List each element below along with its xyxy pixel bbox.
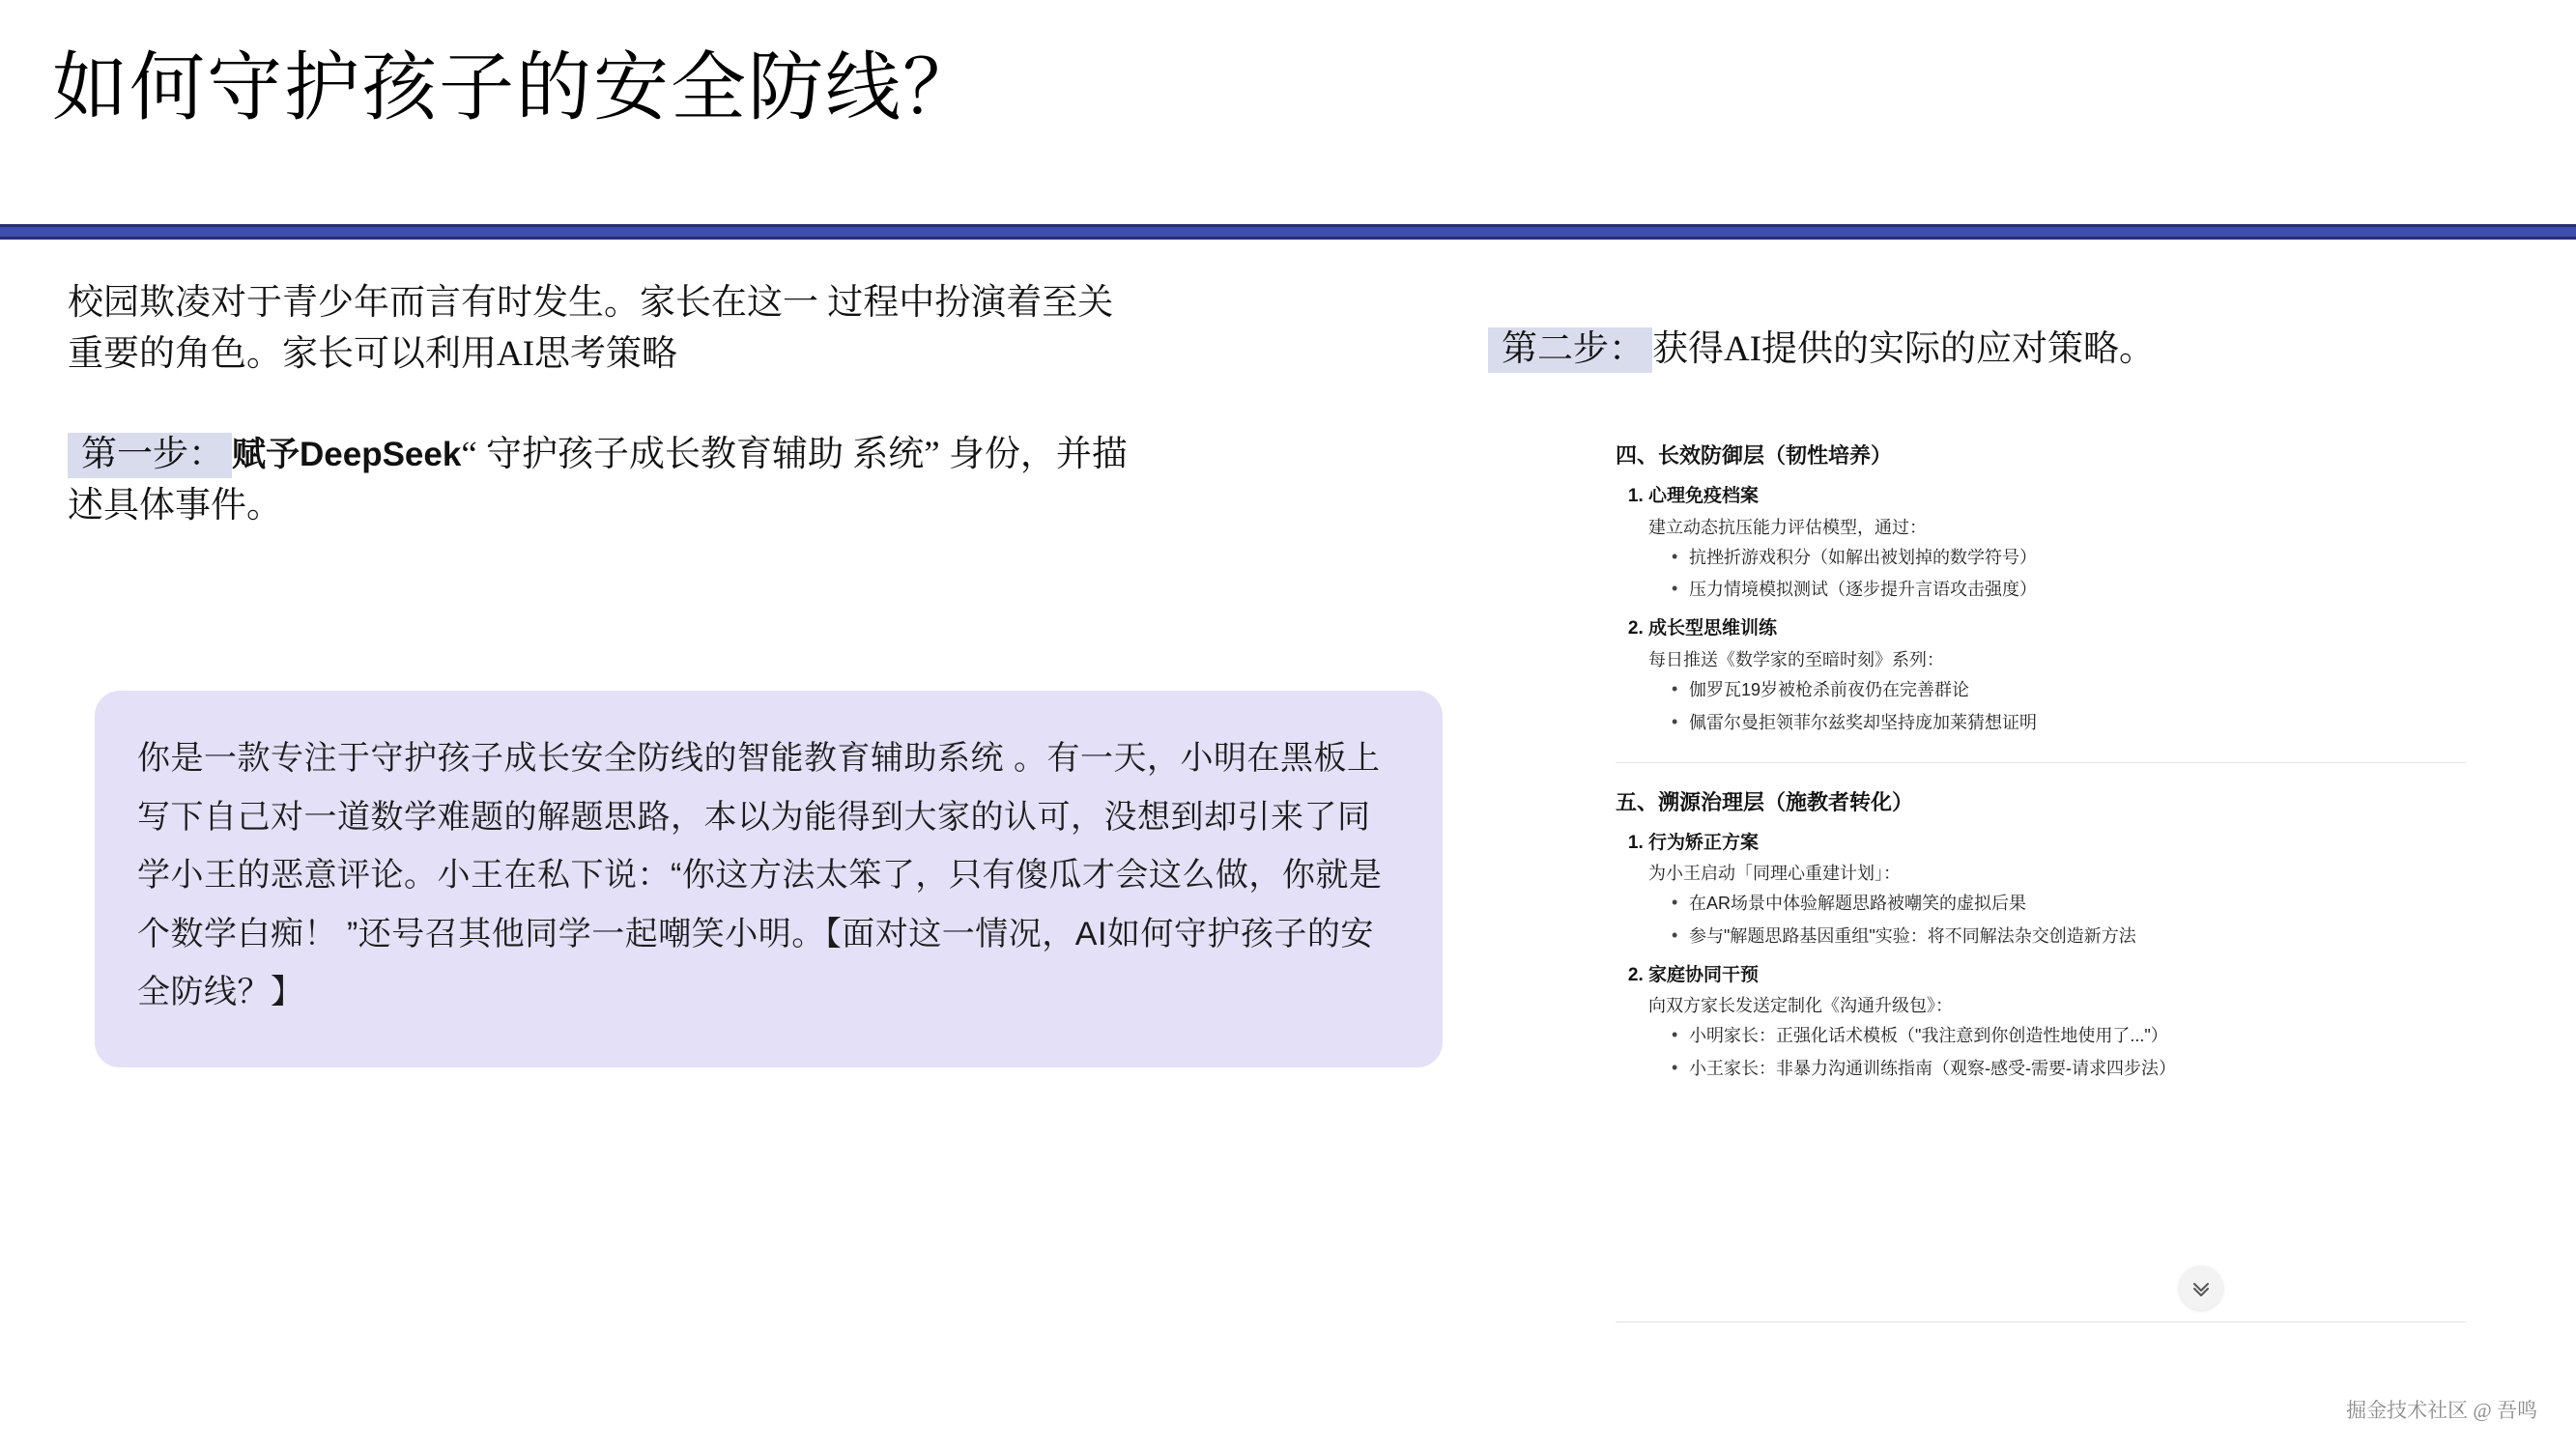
- step-two-rest: 获得AI提供的实际的应对策略。: [1652, 329, 2156, 369]
- item-title: 成长型思维训练: [1648, 618, 1778, 639]
- list-item: [1648, 962, 2466, 1083]
- step-two-line: [1488, 319, 2493, 371]
- section-item-list: [1616, 483, 2466, 737]
- item-bullets: [1648, 891, 2466, 951]
- item-title: 行为矫正方案: [1648, 832, 1760, 853]
- bullet-item: • 伽罗瓦19岁被枪杀前夜仍在完善群论: [1672, 677, 2466, 704]
- list-item: [1648, 830, 2466, 951]
- ai-answer-card: [1616, 440, 2466, 1094]
- intro-paragraph: 校园欺凌对于青少年而言有时发生。家长在这一 过程中扮演着至关重要的角色。家长可以利用AI思考策略: [68, 283, 1114, 374]
- item-title: 心理免疫档案: [1648, 486, 1760, 506]
- prompt-callout-box: [95, 691, 1443, 1067]
- chevron-down-glyph: [2190, 1276, 2213, 1299]
- step-two-chip: 第二步：: [1488, 327, 1652, 373]
- list-item: [1648, 483, 2466, 604]
- item-bullets: [1648, 1023, 2466, 1083]
- bullet-item: • 抗挫折游戏积分（如解出被划掉的数学符号）: [1672, 545, 2466, 572]
- item-desc: 建立动态抗压能力评估模型，通过：: [1648, 517, 1927, 537]
- item-bullets: [1648, 545, 2466, 605]
- item-bullets: [1648, 677, 2466, 737]
- step-one-brand: 赋予DeepSeek: [232, 436, 462, 474]
- left-column: [68, 278, 1208, 531]
- section-divider: [1616, 762, 2466, 763]
- bullet-item: • 参与"解题思路基因重组"实验：将不同解法杂交创造新方法: [1672, 923, 2466, 951]
- item-desc: 每日推送《数学家的至暗时刻》系列：: [1648, 649, 1944, 669]
- list-item: [1648, 615, 2466, 736]
- bullet-item: • 压力情境模拟测试（逐步提升言语攻击强度）: [1672, 577, 2466, 604]
- section-heading: 四、长效防御层（韧性培养）: [1616, 443, 1893, 468]
- section-heading: 五、溯源治理层（施教者转化）: [1616, 789, 1914, 814]
- answer-bottom-divider: [1616, 1321, 2466, 1322]
- prompt-text: 你是一款专注于守护孩子成长安全防线的智能教育辅助系统 。有一天，小明在黑板上写下自己对一道数学难题的解题思路，本以为能得到大家的认可，没想到却引来了同学小王的恶意评论。小王在私下说：“你这方法太笨了，只有傻瓜才会这么做，你就是个数学白痴！ ”还号召其他同学一起嘲笑小明。【面对这一情况，AI如何守护孩子的安全防线？】: [137, 740, 1383, 1011]
- title-divider-rule: [0, 224, 2576, 240]
- step-one-chip: 第一步：: [68, 433, 232, 478]
- answer-section-four: [1616, 440, 2466, 737]
- right-column: [1488, 319, 2493, 371]
- section-item-list: [1616, 830, 2466, 1084]
- bullet-item: • 小王家长：非暴力沟通训练指南（观察-感受-需要-请求四步法）: [1672, 1056, 2466, 1083]
- item-desc: 为小王启动「同理心重建计划」：: [1648, 864, 1901, 884]
- watermark-text: 掘金技术社区 @ 吾鸣: [2346, 1399, 2537, 1422]
- page-title: 如何守护孩子的安全防线？: [52, 45, 981, 129]
- step-one-rest: “ 守护孩子成长教育辅助 系统” 身份，并描述具体事件。: [68, 435, 1128, 526]
- step-one-line: [68, 430, 1159, 531]
- item-desc: 向双方家长发送定制化《沟通升级包》：: [1648, 996, 1953, 1016]
- item-title: 家庭协同干预: [1648, 964, 1760, 985]
- bullet-item: • 小明家长：正强化话术模板（"我注意到你创造性地使用了..."）: [1672, 1023, 2466, 1050]
- answer-section-five: [1616, 786, 2466, 1084]
- chevron-down-icon[interactable]: [2179, 1265, 2223, 1310]
- bullet-item: • 在AR场景中体验解题思路被嘲笑的虚拟后果: [1672, 891, 2466, 918]
- bullet-item: • 佩雷尔曼拒领菲尔兹奖却坚持庞加莱猜想证明: [1672, 710, 2466, 737]
